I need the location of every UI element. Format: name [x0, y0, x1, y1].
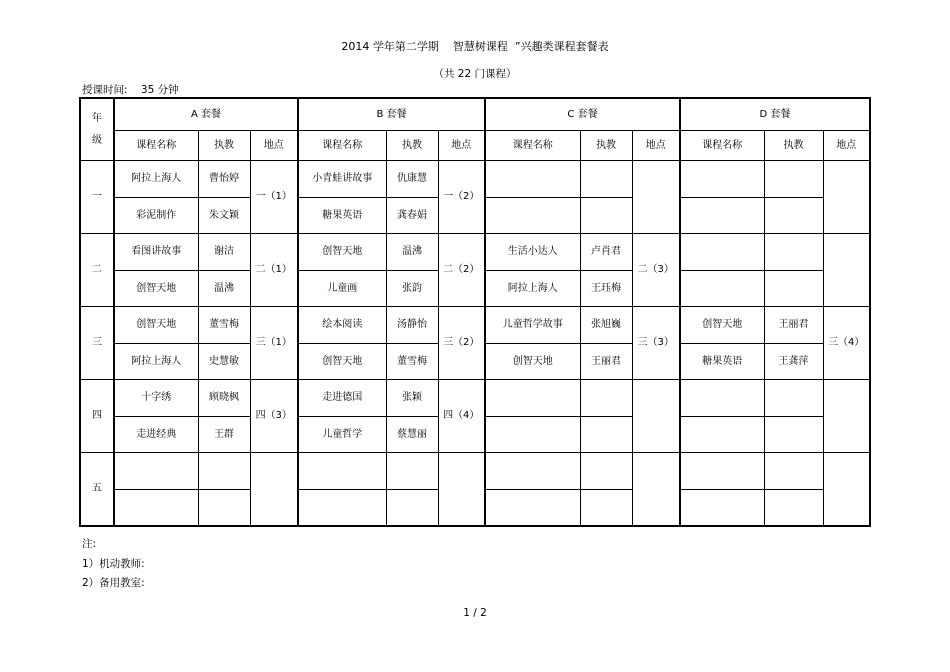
class-location: 二（1） — [250, 234, 298, 307]
teacher-name: 董雪梅 — [386, 344, 438, 380]
course-name — [114, 453, 198, 490]
course-name — [485, 380, 580, 417]
teacher-name — [386, 490, 438, 527]
teacher-name: 王群 — [198, 417, 250, 453]
note-item: 2）备用教室: — [82, 577, 145, 589]
teacher-header: 执教 — [764, 131, 823, 161]
class-location — [823, 453, 870, 527]
teacher-name: 顾晓枫 — [198, 380, 250, 417]
course-name — [680, 161, 764, 198]
teacher-name: 王丽君 — [764, 307, 823, 344]
class-location — [823, 380, 870, 453]
place-header: 地点 — [250, 131, 298, 161]
class-duration: 授课时间: 35 分钟 — [82, 84, 179, 96]
course-name — [680, 417, 764, 453]
class-location: 三（3） — [632, 307, 680, 380]
course-name — [680, 271, 764, 307]
teacher-name: 王龚萍 — [764, 344, 823, 380]
class-location: 四（4） — [438, 380, 485, 453]
teacher-name: 张颖 — [386, 380, 438, 417]
course-name — [485, 198, 580, 234]
teacher-name — [198, 453, 250, 490]
teacher-name: 仇康慧 — [386, 161, 438, 198]
teacher-name: 曹怡婷 — [198, 161, 250, 198]
class-location: 一（2） — [438, 161, 485, 234]
teacher-name — [580, 417, 632, 453]
course-name: 绘本阅读 — [298, 307, 386, 344]
course-name — [680, 380, 764, 417]
course-name: 生活小达人 — [485, 234, 580, 271]
teacher-name — [580, 453, 632, 490]
course-name — [485, 161, 580, 198]
package-header-b: B 套餐 — [298, 98, 485, 131]
course-name: 彩泥制作 — [114, 198, 198, 234]
place-header: 地点 — [823, 131, 870, 161]
teacher-name — [386, 453, 438, 490]
teacher-name: 蔡慧丽 — [386, 417, 438, 453]
teacher-name: 张旭巍 — [580, 307, 632, 344]
teacher-name — [764, 417, 823, 453]
course-name: 创智天地 — [114, 271, 198, 307]
course-name-header: 课程名称 — [680, 131, 764, 161]
course-name: 阿拉上海人 — [485, 271, 580, 307]
course-name — [680, 198, 764, 234]
schedule-table — [79, 97, 871, 527]
class-location: 二（3） — [632, 234, 680, 307]
teacher-name: 王珏梅 — [580, 271, 632, 307]
grade-header-line: 级 — [92, 134, 102, 146]
teacher-name — [580, 380, 632, 417]
class-location — [823, 161, 870, 234]
teacher-header: 执教 — [386, 131, 438, 161]
package-header-a: A 套餐 — [114, 98, 298, 131]
course-name — [680, 453, 764, 490]
course-name: 小青蛙讲故事 — [298, 161, 386, 198]
class-location — [632, 380, 680, 453]
course-name — [680, 490, 764, 527]
class-location — [250, 453, 298, 527]
class-location — [823, 234, 870, 307]
course-name-header: 课程名称 — [114, 131, 198, 161]
page-number: 1 / 2 — [463, 607, 487, 619]
course-name: 创智天地 — [680, 307, 764, 344]
teacher-name: 谢洁 — [198, 234, 250, 271]
teacher-name: 龚春娟 — [386, 198, 438, 234]
class-location: 三（1） — [250, 307, 298, 380]
course-name: 儿童哲学 — [298, 417, 386, 453]
course-name: 阿拉上海人 — [114, 344, 198, 380]
teacher-name: 温沸 — [386, 234, 438, 271]
course-name: 创智天地 — [114, 307, 198, 344]
course-name: 创智天地 — [485, 344, 580, 380]
teacher-header: 执教 — [198, 131, 250, 161]
teacher-name: 汤静怡 — [386, 307, 438, 344]
course-name: 创智天地 — [298, 234, 386, 271]
class-location — [632, 453, 680, 527]
course-name — [680, 234, 764, 271]
grade-label: 四 — [80, 380, 114, 453]
teacher-name: 朱文颖 — [198, 198, 250, 234]
class-location: 三（4） — [823, 307, 870, 380]
course-count: （共 22 门课程） — [433, 68, 517, 80]
teacher-name — [580, 161, 632, 198]
package-header-c: C 套餐 — [485, 98, 680, 131]
course-name: 糖果英语 — [298, 198, 386, 234]
teacher-name: 史慧敏 — [198, 344, 250, 380]
teacher-name — [764, 271, 823, 307]
place-header: 地点 — [438, 131, 485, 161]
teacher-name: 温沸 — [198, 271, 250, 307]
teacher-name: 王丽君 — [580, 344, 632, 380]
course-name: 十字绣 — [114, 380, 198, 417]
teacher-name: 张韵 — [386, 271, 438, 307]
notes-label: 注: — [82, 538, 97, 550]
class-location: 三（2） — [438, 307, 485, 380]
course-name — [114, 490, 198, 527]
grade-label: 三 — [80, 307, 114, 380]
course-name: 糖果英语 — [680, 344, 764, 380]
class-location — [438, 453, 485, 527]
course-name — [485, 417, 580, 453]
course-name-header: 课程名称 — [485, 131, 580, 161]
grade-label: 二 — [80, 234, 114, 307]
course-name: 走进经典 — [114, 417, 198, 453]
teacher-name: 董雪梅 — [198, 307, 250, 344]
teacher-name — [580, 198, 632, 234]
package-header-d: D 套餐 — [680, 98, 870, 131]
place-header: 地点 — [632, 131, 680, 161]
teacher-name — [764, 234, 823, 271]
grade-header-line: 年 — [92, 112, 102, 124]
teacher-header: 执教 — [580, 131, 632, 161]
teacher-name: 卢肖君 — [580, 234, 632, 271]
teacher-name — [198, 490, 250, 527]
course-name — [485, 490, 580, 527]
course-name — [298, 490, 386, 527]
teacher-name — [764, 453, 823, 490]
page-title: 2014 学年第二学期 智慧树课程 ”兴趣类课程套餐表 — [341, 40, 609, 53]
grade-header — [80, 98, 114, 161]
class-location: 一（1） — [250, 161, 298, 234]
course-name: 阿拉上海人 — [114, 161, 198, 198]
course-name: 创智天地 — [298, 344, 386, 380]
teacher-name — [764, 198, 823, 234]
grade-label: 一 — [80, 161, 114, 234]
course-name-header: 课程名称 — [298, 131, 386, 161]
course-name: 儿童哲学故事 — [485, 307, 580, 344]
course-name: 看图讲故事 — [114, 234, 198, 271]
teacher-name — [580, 490, 632, 527]
course-name — [485, 453, 580, 490]
grade-label: 五 — [80, 453, 114, 527]
teacher-name — [764, 490, 823, 527]
course-name: 走进德国 — [298, 380, 386, 417]
class-location: 四（3） — [250, 380, 298, 453]
teacher-name — [764, 161, 823, 198]
course-name: 儿童画 — [298, 271, 386, 307]
course-name — [298, 453, 386, 490]
class-location: 二（2） — [438, 234, 485, 307]
note-item: 1）机动教师: — [82, 558, 145, 570]
class-location — [632, 161, 680, 234]
teacher-name — [764, 380, 823, 417]
